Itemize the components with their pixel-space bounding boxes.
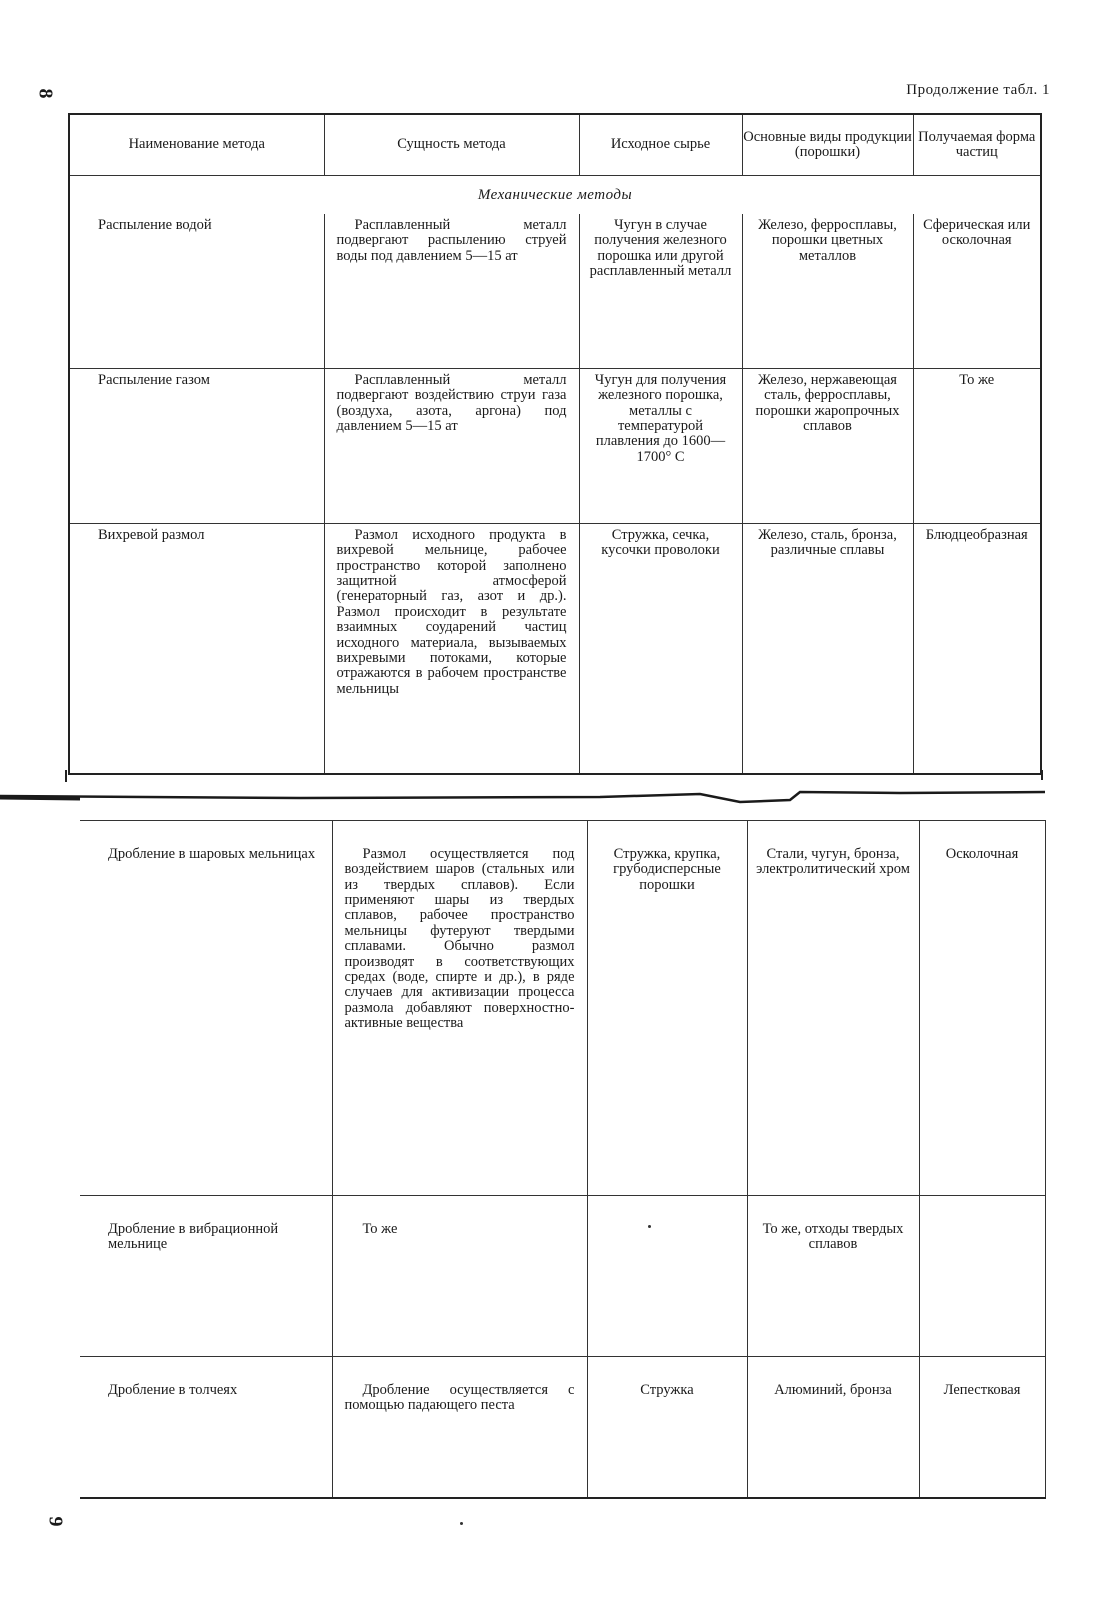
scan-speck <box>460 1522 463 1525</box>
paper-tear-line <box>0 770 1120 810</box>
table-continuation-label: Продолжение табл. 1 <box>906 82 1050 98</box>
method-name: Вихревой размол <box>69 524 324 775</box>
section-row <box>69 176 1041 215</box>
method-name: Дробление в шаровых мельницах <box>80 821 332 1196</box>
raw-material: Стружка, сечка, кусочки проволоки <box>579 524 742 775</box>
method-essence: Расплавленный металл подвергают воздействию струи газа (воздуха, азота, аргона) под давлением 5—15 ат <box>324 369 579 524</box>
page-number-top: 8 <box>34 88 57 99</box>
table-row <box>80 1357 1045 1499</box>
method-essence: Размол исходного продукта в вихревой мельнице, рабочее пространство которой заполнено защитной атмосферой (генераторный газ, азот и др.). Размол происходит в результате взаимных соударений частиц исходного материала, вызываемых вихревыми потоками, которые отражаются в рабочем пространстве мельницы <box>324 524 579 775</box>
main-products: Железо, сталь, бронза, различные сплавы <box>742 524 913 775</box>
raw-material: Чугун в случае получения железного порошка или другой расплавленный металл <box>579 214 742 369</box>
raw-material: Чугун для получения железного порошка, металлы с температурой плавления до 1600—1700° С <box>579 369 742 524</box>
method-essence: То же <box>332 1196 587 1357</box>
table-row <box>69 214 1041 369</box>
table-row <box>80 1196 1045 1357</box>
header-method-name: Наименование метода <box>69 114 324 176</box>
methods-table-lower <box>80 820 1046 1499</box>
section-title: Механические методы <box>477 187 633 203</box>
method-name: Распыление водой <box>69 214 324 369</box>
methods-table-upper <box>68 113 1042 775</box>
particle-shape: Сферическая или осколочная <box>913 214 1041 369</box>
main-products: Железо, нержавеющая сталь, ферросплавы, порошки жаропрочных сплавов <box>742 369 913 524</box>
raw-material: Стружка <box>587 1357 747 1499</box>
main-products: То же, отходы твердых сплавов <box>747 1196 919 1357</box>
table-row <box>69 524 1041 775</box>
page-number-bottom: 9 <box>44 1516 67 1527</box>
table-header-row <box>69 114 1041 176</box>
raw-material: Стружка, крупка, грубодисперсные порошки <box>587 821 747 1196</box>
scan-speck <box>648 1225 651 1228</box>
main-products: Стали, чугун, бронза, электролитический хром <box>747 821 919 1196</box>
particle-shape: Осколочная <box>919 821 1045 1196</box>
particle-shape: То же <box>913 369 1041 524</box>
method-essence: Дробление осуществляется с помощью падающего песта <box>332 1357 587 1499</box>
table-row <box>80 821 1045 1196</box>
particle-shape <box>919 1196 1045 1357</box>
header-particle-shape: Получаемая форма частиц <box>913 114 1041 176</box>
header-raw-material: Исходное сырье <box>579 114 742 176</box>
header-main-products: Основные виды продукции (порошки) <box>742 114 913 176</box>
particle-shape: Лепестковая <box>943 1382 1021 1398</box>
method-name: Дробление в вибрационной мельнице <box>80 1196 332 1357</box>
header-method-essence: Сущность метода <box>324 114 579 176</box>
particle-shape: Блюдцеобразная <box>925 527 1028 543</box>
method-essence: Расплавленный металл подвергают распылению струей воды под давлением 5—15 ат <box>324 214 579 369</box>
method-name: Распыление газом <box>69 369 324 524</box>
table-row <box>69 369 1041 524</box>
main-products: Железо, ферросплавы, порошки цветных металлов <box>742 214 913 369</box>
method-essence: Размол осуществляется под воздействием шаров (стальных или из твердых сплавов). Если применяют шары из твердых сплавов, рабочее пространство мельницы футеруют твердыми сплавами. Обычно размол производят в соответствующих средах (воде, спирте и др.), в ряде случаев для активизации процесса размола добавляют поверхностно-активные вещества <box>332 821 587 1196</box>
method-name: Дробление в толчеях <box>80 1357 332 1499</box>
raw-material <box>587 1196 747 1357</box>
main-products: Алюминий, бронза <box>747 1357 919 1499</box>
